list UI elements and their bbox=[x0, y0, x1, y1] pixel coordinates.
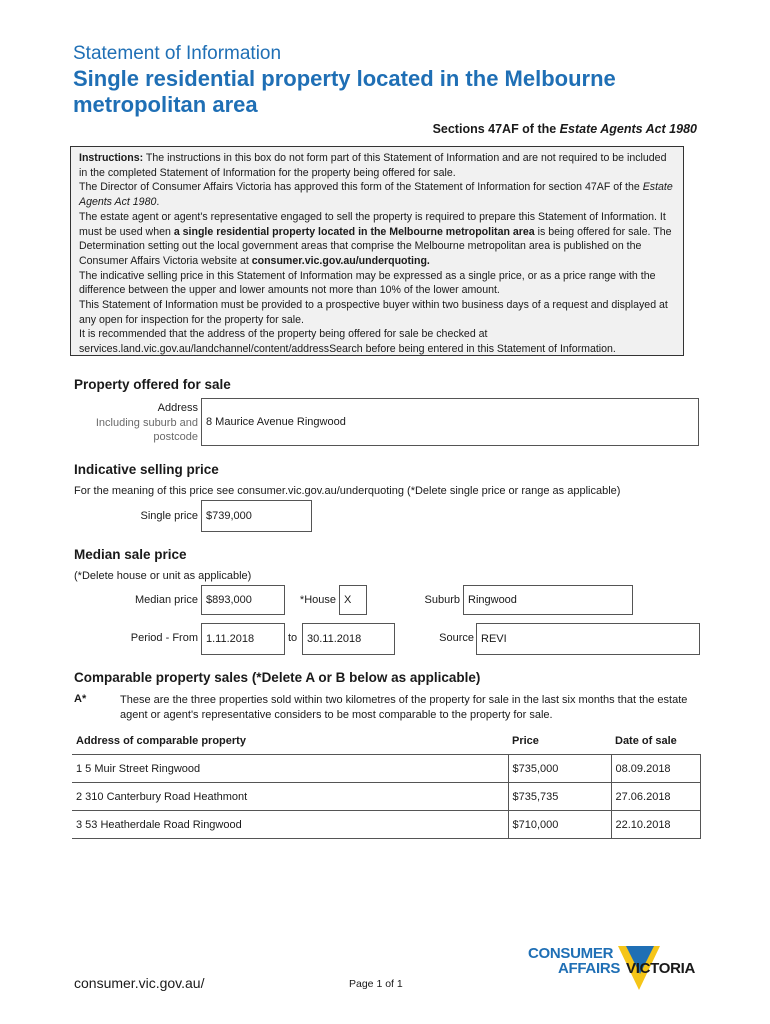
median-price-field[interactable]: $893,000 bbox=[201, 585, 285, 615]
comparable-price[interactable]: $710,000 bbox=[508, 811, 611, 839]
comparable-heading: Comparable property sales (*Delete A or B below as applicable) bbox=[74, 670, 481, 685]
instructions-para-4: The indicative selling price in this Statement of Information may be expressed as a single price, or as a price range with the difference between the upper and lower amounts not more than 10% of the lower amount. bbox=[79, 269, 656, 297]
col-date-header: Date of sale bbox=[615, 735, 677, 747]
period-to-label: to bbox=[288, 632, 298, 644]
instructions-text-1: The instructions in this box do not form part of this Statement of Information and are not required to be included in the completed Statement of Information for the property being offered for sale. bbox=[79, 152, 667, 179]
single-price-field[interactable]: $739,000 bbox=[201, 500, 312, 532]
indicative-note: For the meaning of this price see consumer.vic.gov.au/underquoting (*Delete single price or range as applicable) bbox=[74, 485, 621, 497]
single-price-label: Single price bbox=[140, 510, 198, 522]
address-label bbox=[74, 401, 198, 445]
comparable-date[interactable]: 08.09.2018 bbox=[611, 755, 701, 783]
instructions-text-2-end: . bbox=[156, 196, 160, 209]
consumer-affairs-victoria-logo bbox=[526, 944, 706, 994]
period-from-label: Period - From bbox=[130, 632, 198, 644]
property-heading: Property offered for sale bbox=[74, 377, 231, 392]
source-label: Source bbox=[439, 632, 474, 644]
period-from-field[interactable]: 1.11.2018 bbox=[201, 623, 285, 655]
option-a-label: A* bbox=[74, 693, 87, 705]
col-price-header: Price bbox=[512, 735, 539, 747]
instructions-label: Instructions: bbox=[79, 152, 144, 164]
comparable-date[interactable]: 27.06.2018 bbox=[611, 783, 701, 811]
sections-act: Estate Agents Act 1980 bbox=[559, 122, 697, 136]
option-a-text: These are the three properties sold within two kilometres of the property for sale in the last six months that the estate agent or agent's representative considers to be most comparable to the property for sale. bbox=[120, 694, 688, 721]
suburb-label: Suburb bbox=[424, 594, 460, 606]
house-field[interactable]: X bbox=[339, 585, 367, 615]
sections-prefix: Sections 47AF of the bbox=[432, 122, 560, 136]
comparable-header-row bbox=[72, 732, 701, 755]
logo-affairs: AFFAIRS bbox=[558, 960, 621, 977]
address-label-line-1: Address bbox=[157, 402, 198, 414]
document-title: Single residential property located in the Melbourne metropolitan area bbox=[73, 66, 616, 117]
address-label-line-2: Including suburb and bbox=[95, 416, 198, 429]
suburb-field[interactable]: Ringwood bbox=[463, 585, 633, 615]
col-address-header: Address of comparable property bbox=[76, 735, 246, 747]
document-kicker: Statement of Information bbox=[73, 43, 282, 64]
comparable-price[interactable]: $735,735 bbox=[508, 783, 611, 811]
median-price-label: Median price bbox=[135, 594, 198, 606]
logo-victoria: VICTORIA bbox=[626, 960, 695, 977]
instructions-para-2 bbox=[79, 180, 675, 209]
instructions-text-3-bold: a single residential property located in the Melbourne metropolitan area bbox=[173, 225, 535, 238]
house-label: *House bbox=[299, 594, 336, 606]
comparable-address[interactable]: 2 310 Canterbury Road Heathmont bbox=[72, 783, 508, 811]
instructions-para-5: This Statement of Information must be provided to a prospective buyer within two business days of a request and displayed at any open for inspection for the property for sale. bbox=[79, 299, 668, 326]
comparable-table bbox=[72, 732, 701, 839]
source-field[interactable]: REVI bbox=[476, 623, 700, 655]
median-heading: Median sale price bbox=[74, 547, 187, 562]
instructions-text-2: The Director of Consumer Affairs Victoria has approved this form of the Statement of Information for section 47AF of the bbox=[79, 181, 643, 194]
address-label-line-3: postcode bbox=[153, 431, 198, 443]
page-number: Page 1 of 1 bbox=[349, 978, 403, 990]
median-note: (*Delete house or unit as applicable) bbox=[74, 570, 252, 582]
period-to-field[interactable]: 30.11.2018 bbox=[302, 623, 395, 655]
table-row bbox=[72, 811, 701, 839]
comparable-price[interactable]: $735,000 bbox=[508, 755, 611, 783]
address-field[interactable]: 8 Maurice Avenue Ringwood bbox=[201, 398, 699, 446]
sections-reference bbox=[433, 122, 697, 136]
instructions-act: Estate Agents Act 1980 bbox=[79, 181, 673, 209]
comparable-address[interactable]: 1 5 Muir Street Ringwood bbox=[72, 755, 508, 783]
instructions-para-1 bbox=[79, 151, 675, 180]
instructions-text-3b: is being offered for sale. The Determination setting out the local government areas that comprise the Melbourne metropolitan area is published on the Consumer Affairs Victoria website at bbox=[79, 225, 672, 267]
logo-consumer: CONSUMER bbox=[528, 945, 614, 962]
table-row bbox=[72, 755, 701, 783]
instructions-para-6: It is recommended that the address of the property being offered for sale be checked at services.land.vic.gov.au/landchannel/content/addressSearch before being entered in this Statement of Information. bbox=[79, 328, 616, 356]
comparable-address[interactable]: 3 53 Heatherdale Road Ringwood bbox=[72, 811, 508, 839]
instructions-box bbox=[70, 146, 684, 356]
table-row bbox=[72, 783, 701, 811]
comparable-date[interactable]: 22.10.2018 bbox=[611, 811, 701, 839]
instructions-para-3 bbox=[79, 210, 675, 269]
indicative-heading: Indicative selling price bbox=[74, 462, 219, 477]
underquoting-link[interactable]: consumer.vic.gov.au/underquoting. bbox=[251, 254, 430, 267]
instructions-text-3a: The estate agent or agent's representative engaged to sell the property is required to prepare this Statement of Information. It must be used when bbox=[79, 210, 666, 238]
footer-url[interactable]: consumer.vic.gov.au/ bbox=[74, 975, 205, 991]
